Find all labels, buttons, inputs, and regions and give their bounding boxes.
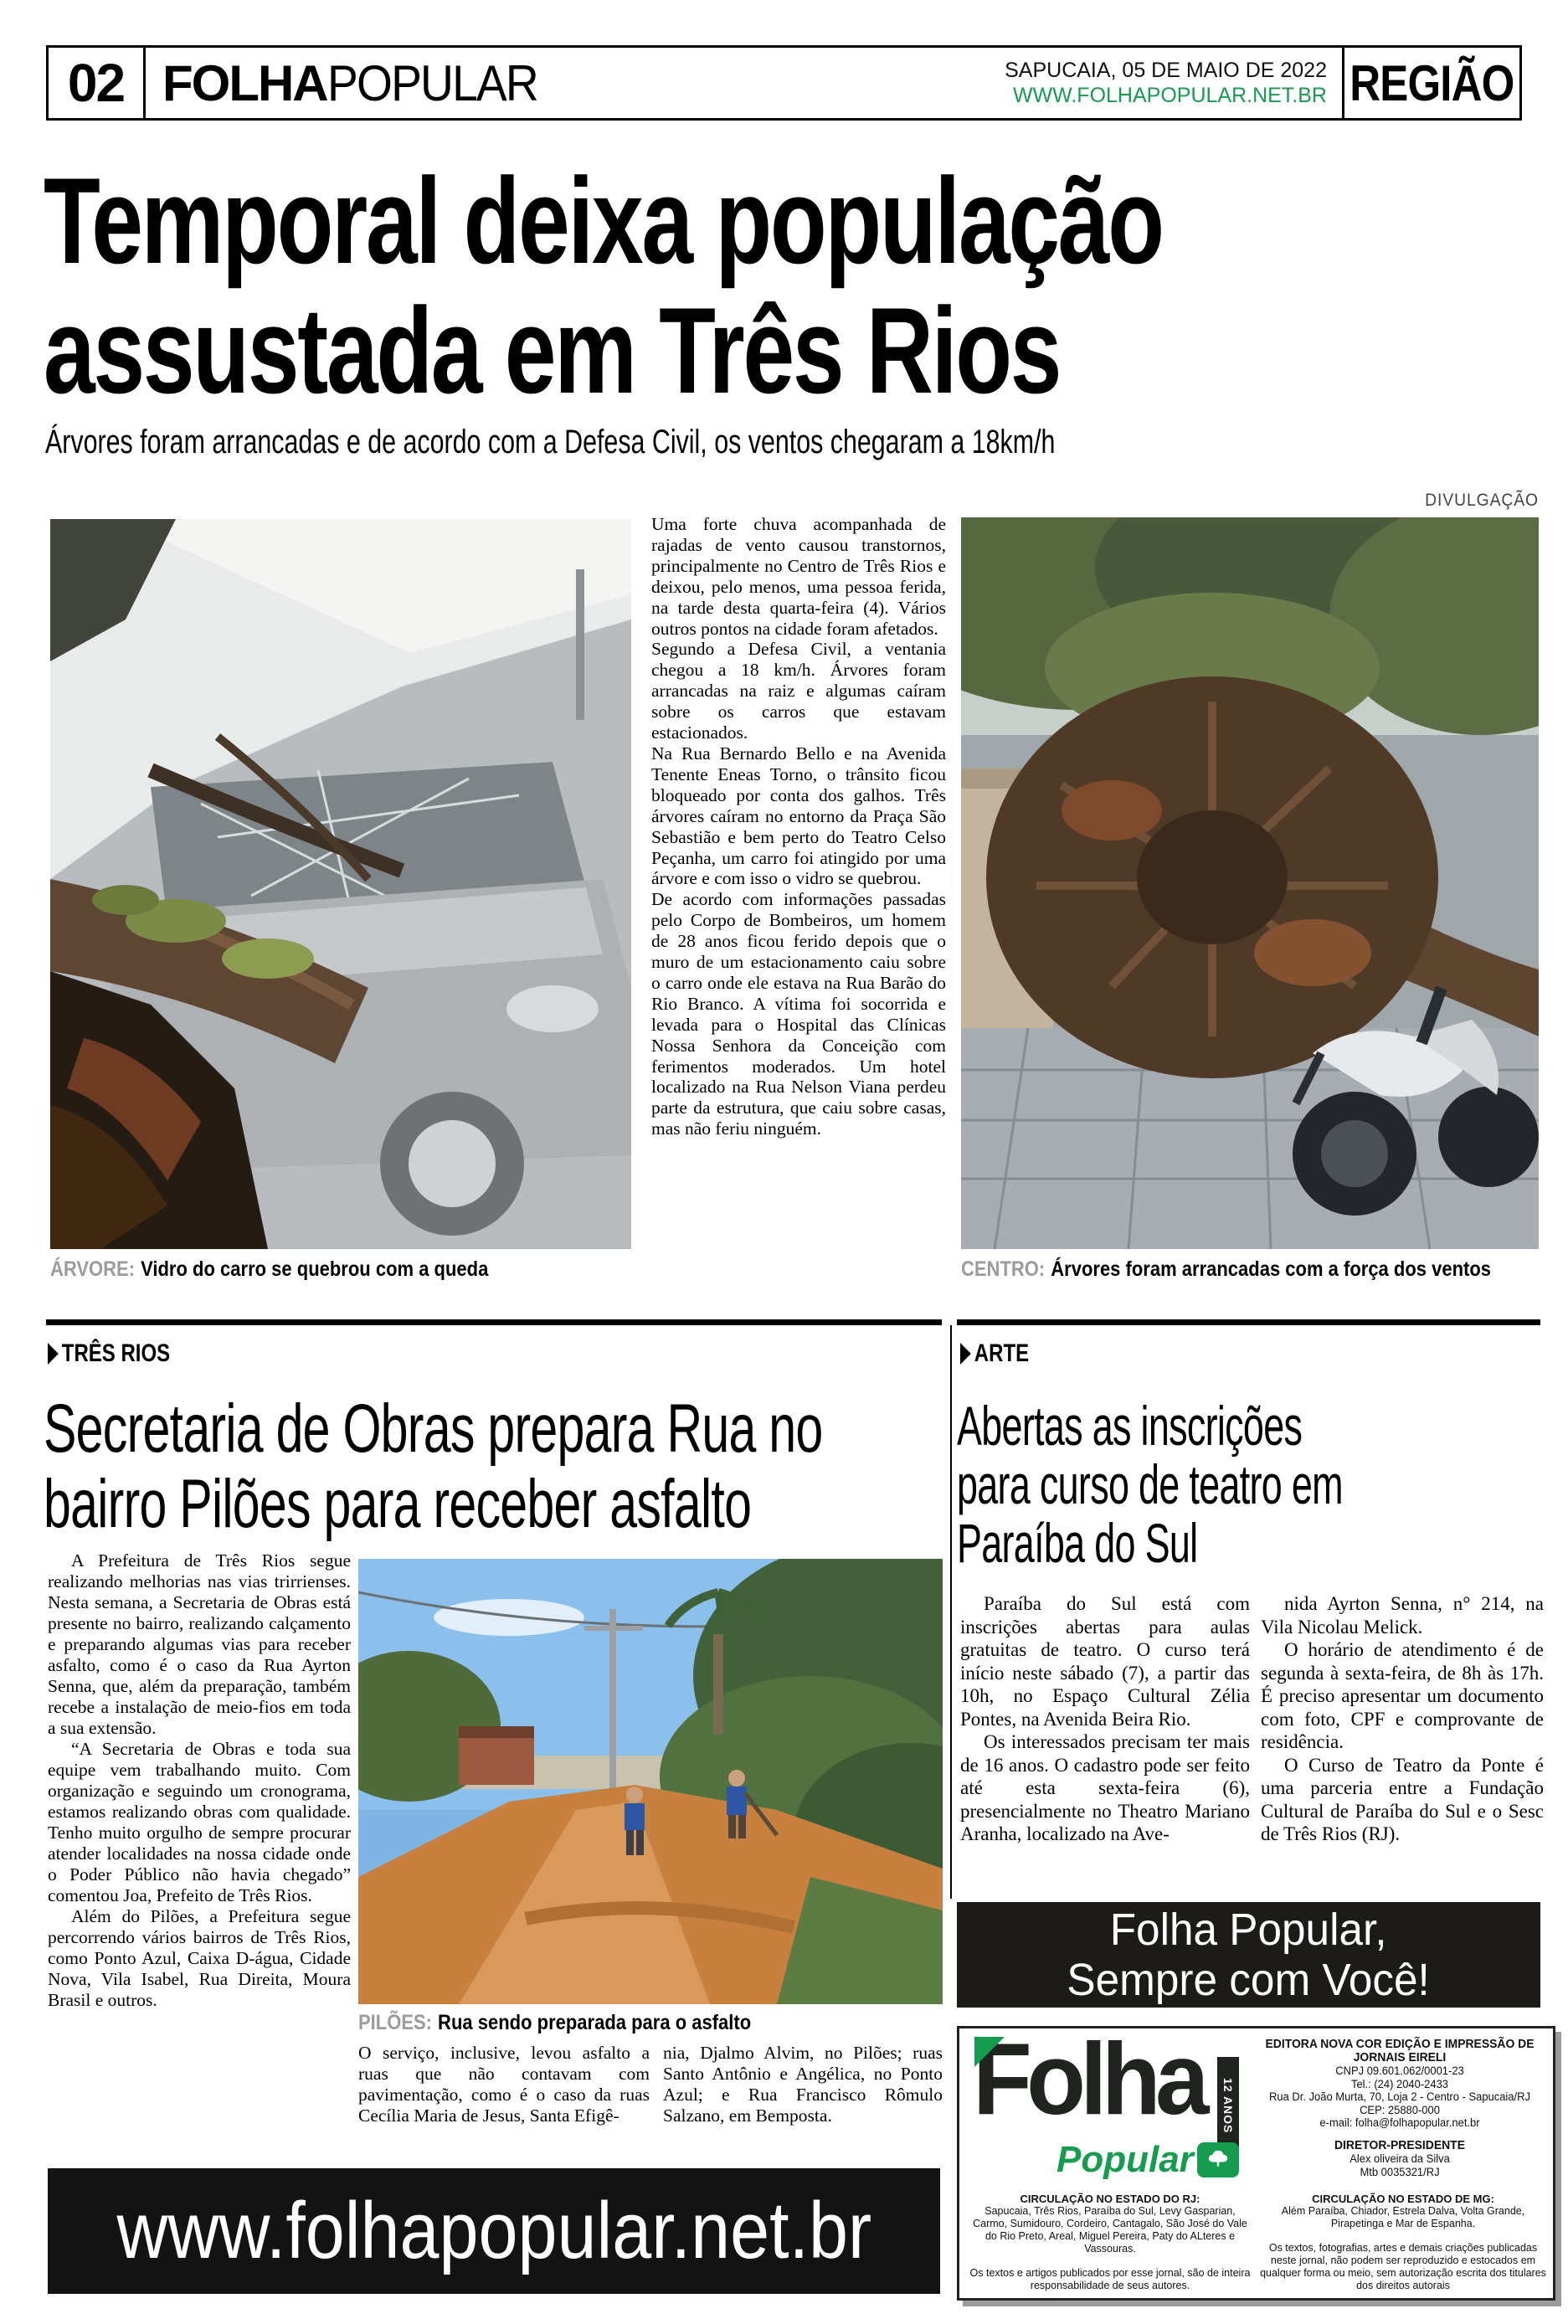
director-title: DIRETOR-PRESIDENTE xyxy=(1334,2138,1465,2152)
kicker-triangle-icon xyxy=(960,1343,971,1365)
promo-line2: Sempre com Você! xyxy=(1067,1955,1431,2005)
story3-paragraph: O horário de atendimento é de segunda à sexta-feira, de 8h às 17h. É preciso apresentar um documento com foto, CPF e comprovante de residência. xyxy=(1261,1639,1544,1752)
dateline: SAPUCAIA, 05 DE MAIO DE 2022 xyxy=(1005,59,1327,82)
logo-anniversary-text: 12 ANOS xyxy=(1221,2077,1235,2134)
section-cell xyxy=(1342,48,1519,118)
caption-mid xyxy=(358,2011,751,2035)
lead-paragraph: Na Rua Bernardo Bello e na Avenida Tenente Eneas Torno, o trânsito ficou bloqueado por conta dos galhos. Três árvores caíram no entorno da Praça São Sebastião e bem perto do Teatro Celso Peçanha, um carro foi atingido por uma árvore e com isso o vidro se quebrou. xyxy=(651,743,946,889)
dateline-block xyxy=(1005,48,1342,118)
kicker-triangle-icon xyxy=(48,1343,59,1365)
logo-anniversary-badge xyxy=(1217,2057,1239,2154)
masthead-popular: POPULAR xyxy=(326,54,537,111)
promo-box xyxy=(957,1902,1540,2008)
story2-headline-line2: bairro Pilões para receber asfalto xyxy=(44,1466,752,1542)
caption-right-label: CENTRO: xyxy=(961,1257,1046,1281)
story3-headline-line3: Paraíba do Sul xyxy=(957,1512,1198,1574)
caption-right-text: Árvores foram arrancadas com a força dos ventos xyxy=(1051,1257,1492,1281)
storm-car-photo-illustration xyxy=(50,519,631,1249)
story3-kicker xyxy=(960,1339,1029,1368)
lead-paragraph: Uma forte chuva acompanhada de rajadas de vento causou transtornos, principalmente no Centro de Três Rios e deixou, pelo menos, uma pessoa ferida, na tarde desta quarta-feira (4). Vários outros pontos na cidade foram afetados. xyxy=(651,514,946,639)
circulation-mg-note: Os textos, fotografias, artes e demais criações publicadas neste jornal, não podem ser reproduzido e estocados em qualquer forma ou meio, sem autorização escrita dos titulares dos direitos autorais xyxy=(1260,2242,1546,2291)
main-headline-line1: Temporal deixa população xyxy=(44,152,1163,289)
main-headline-line2: assustada em Três Rios xyxy=(44,282,1061,419)
storm-roots-photo-illustration xyxy=(961,517,1539,1249)
story3-col1 xyxy=(960,1592,1250,1846)
circulation-mg-list: Além Paraíba, Chiador, Estrela Dalva, Volta Grande, Pirapetinga e Mar de Espanha. xyxy=(1281,2205,1525,2229)
publisher-tel: Tel.: (24) 2040-2433 xyxy=(1350,2077,1448,2090)
caption-right xyxy=(961,1257,1491,1282)
circulation-rj xyxy=(968,2193,1252,2292)
section-label: REGIÃO xyxy=(1350,54,1514,111)
story3-paragraph: nida Ayrton Senna, n° 214, na Vila Nicolau Melick. xyxy=(1261,1593,1544,1638)
story2-below-paragraph: nia, Djalmo Alvim, no Pilões; ruas Santo Antônio e Angélica, no Ponto Azul; e Rua Francisco Rômulo Salzano, em Bemposta. xyxy=(663,2043,943,2126)
section-rule-left xyxy=(46,1319,942,1325)
story3-headline-line2: para curso de teatro em xyxy=(957,1453,1343,1515)
imprint-details xyxy=(1257,2039,1543,2178)
tree-icon xyxy=(1204,2147,1232,2172)
masthead xyxy=(146,48,555,118)
logo-wordmark: Folha xyxy=(973,2022,1204,2136)
story2-below-col1 xyxy=(358,2043,650,2126)
header-spacer xyxy=(555,48,1005,118)
director-registration: Mtb 0035321/RJ xyxy=(1360,2165,1440,2178)
section-rule-right xyxy=(957,1319,1540,1325)
circulation-rj-list: Sapucaia, Três Rios, Paraíba do Sul, Levy Gasparian, Carmo, Sumidouro, Cordeiro, Cantagalo, São José do Vale do Rio Preto, Areal, Miguel Pereira, Paty do ALteres e Vassouras. xyxy=(973,2205,1247,2255)
site-url: WWW.FOLHAPOPULAR.NET.BR xyxy=(1012,84,1327,107)
masthead-folha: FOLHA xyxy=(162,54,327,111)
road-works-photo xyxy=(358,1559,943,2004)
story2-below-paragraph: O serviço, inclusive, levou asfalto a ruas que não contavam com pavimentação, como é o caso da ruas Cecília Maria de Jesus, Santa Efigê- xyxy=(358,2043,650,2126)
publisher-address: Rua Dr. João Murta, 70, Loja 2 - Centro - Sapucaia/RJ xyxy=(1269,2090,1530,2103)
promo-line1: Folha Popular, xyxy=(1110,1905,1387,1955)
website-banner-url: www.folhapopular.net.br xyxy=(116,2186,871,2275)
story2-paragraph: A Prefeitura de Três Rios segue realizando melhorias nas vias trirrienses. Nesta semana, a Secretaria de Obras está presente no bairro, realizando calçamento e preparando algumas vias para receber asfalto, como é o caso da Rua Ayrton Senna, que, além da preparação, também recebe a instalação de meio-fios em toda a sua extensão. xyxy=(48,1550,351,1738)
caption-left-text: Vidro do carro se quebrou com a queda xyxy=(141,1257,489,1281)
circulation-mg-title: CIRCULAÇÃO NO ESTADO DE MG: xyxy=(1312,2193,1494,2205)
spacer xyxy=(1257,2130,1543,2140)
spacer xyxy=(968,2255,1252,2267)
publisher-email: e-mail: folha@folhapopular.net.br xyxy=(1319,2116,1480,2129)
folha-popular-logo xyxy=(973,2022,1249,2180)
circulation-rj-title: CIRCULAÇÃO NO ESTADO DO RJ: xyxy=(1020,2193,1200,2205)
lead-paragraph: De acordo com informações passadas pelo Corpo de Bombeiros, um homem de 28 anos ficou ferido depois que o muro de um estacionamento caiu sobre o carro onde ele estava na Rua Barão do Rio Branco. A vítima foi socorrida e levada para o Hospital das Clínicas Nossa Senhora da Conceição com ferimentos moderados. Um hotel localizado na Rua Nelson Viana perdeu parte da estrutura, que caiu sobre casas, mas não feriu ninguém. xyxy=(651,889,946,1139)
story3-paragraph: Paraíba do Sul está com inscrições abertas para aulas gratuitas de teatro. O curso terá início neste sábado (7), a partir das 10h, no Espaço Cultural Zélia Pontes, na Avenida Beira Rio. xyxy=(960,1593,1250,1730)
lead-story-body xyxy=(651,514,946,1139)
caption-left xyxy=(50,1257,488,1282)
logo-triangle-icon xyxy=(974,2037,1005,2067)
story2-kicker xyxy=(48,1339,170,1368)
story2-below-col2 xyxy=(663,2043,943,2126)
spacer xyxy=(1257,2230,1549,2242)
lead-paragraph: Segundo a Defesa Civil, a ventania chegou a 18 km/h. Árvores foram arrancadas na raiz e algumas caíram sobre os carros que estavam estacionados. xyxy=(651,639,946,743)
story3-paragraph: O Curso de Teatro da Ponte é uma parceria entre a Fundação Cultural de Paraíba do Sul e o Sesc de Três Rios (RJ). xyxy=(1261,1754,1544,1844)
storm-roots-photo xyxy=(961,517,1539,1249)
website-banner xyxy=(48,2168,940,2294)
circulation-rj-note: Os textos e artigos publicados por esse jornal, são de inteira responsabilidade de seus autores. xyxy=(969,2267,1251,2291)
column-rule xyxy=(950,1325,952,1899)
caption-mid-text: Rua sendo preparada para o asfalto xyxy=(438,2011,752,2034)
story3-headline-line1: Abertas as inscrições xyxy=(957,1395,1303,1457)
road-works-photo-illustration xyxy=(358,1559,943,2004)
logo-popular-text: Popular xyxy=(1056,2139,1194,2180)
subheadline: Árvores foram arrancadas e de acordo com a Defesa Civil, os ventos chegaram a 18km/h xyxy=(45,424,1056,460)
storm-car-photo xyxy=(50,519,631,1249)
story2-headline-line1: Secretaria de Obras prepara Rua no xyxy=(44,1391,823,1467)
caption-left-label: ÁRVORE: xyxy=(50,1257,136,1281)
publisher-cep: CEP: 25880-000 xyxy=(1360,2103,1440,2116)
circulation-mg xyxy=(1257,2193,1549,2292)
director-name: Alex oliveira da Silva xyxy=(1350,2152,1450,2165)
page-number: 02 xyxy=(49,48,146,118)
publisher-name: EDITORA NOVA COR EDIÇÃO E IMPRESSÃO DE JORNAIS EIRELI xyxy=(1265,2038,1535,2064)
story3-paragraph: Os interessados precisam ter mais de 16 anos. O cadastro pode ser feito até esta sexta-feira (6), presencialmente no Theatro Mariano Aranha, localizado na Ave- xyxy=(960,1731,1250,1844)
story2-headline xyxy=(44,1391,823,1542)
publisher-cnpj: CNPJ 09.601.062/0001-23 xyxy=(1335,2064,1464,2077)
story2-kicker-label: TRÊS RIOS xyxy=(61,1339,171,1367)
story2-paragraph: “A Secretaria de Obras e toda sua equipe vem trabalhando muito. Com organização e seguindo um cronograma, estamos realizando obras com qualidade. Tenho muito orgulho de sempre procurar atender localidades na nossa cidade onde o Poder Público não havia chegado” comentou Joa, Prefeito de Três Rios. xyxy=(48,1739,351,1905)
story2-body xyxy=(48,1550,351,2011)
logo-tree-badge xyxy=(1197,2142,1239,2177)
story3-col2 xyxy=(1261,1592,1544,1846)
photo-credit: DIVULGAÇÃO xyxy=(1425,491,1539,510)
story3-kicker-label: ARTE xyxy=(974,1339,1030,1367)
imprint-box xyxy=(957,2022,1555,2301)
story3-headline xyxy=(957,1396,1343,1572)
story2-paragraph: Além do Pilões, a Prefeitura segue percorrendo vários bairros de Três Rios, como Ponto Azul, Caixa D-água, Cidade Nova, Vila Isabel, Rua Direita, Moura Brasil e outros. xyxy=(48,1906,351,2010)
main-headline xyxy=(44,152,1163,419)
page-header xyxy=(46,45,1522,121)
caption-mid-label: PILÕES: xyxy=(358,2011,433,2034)
